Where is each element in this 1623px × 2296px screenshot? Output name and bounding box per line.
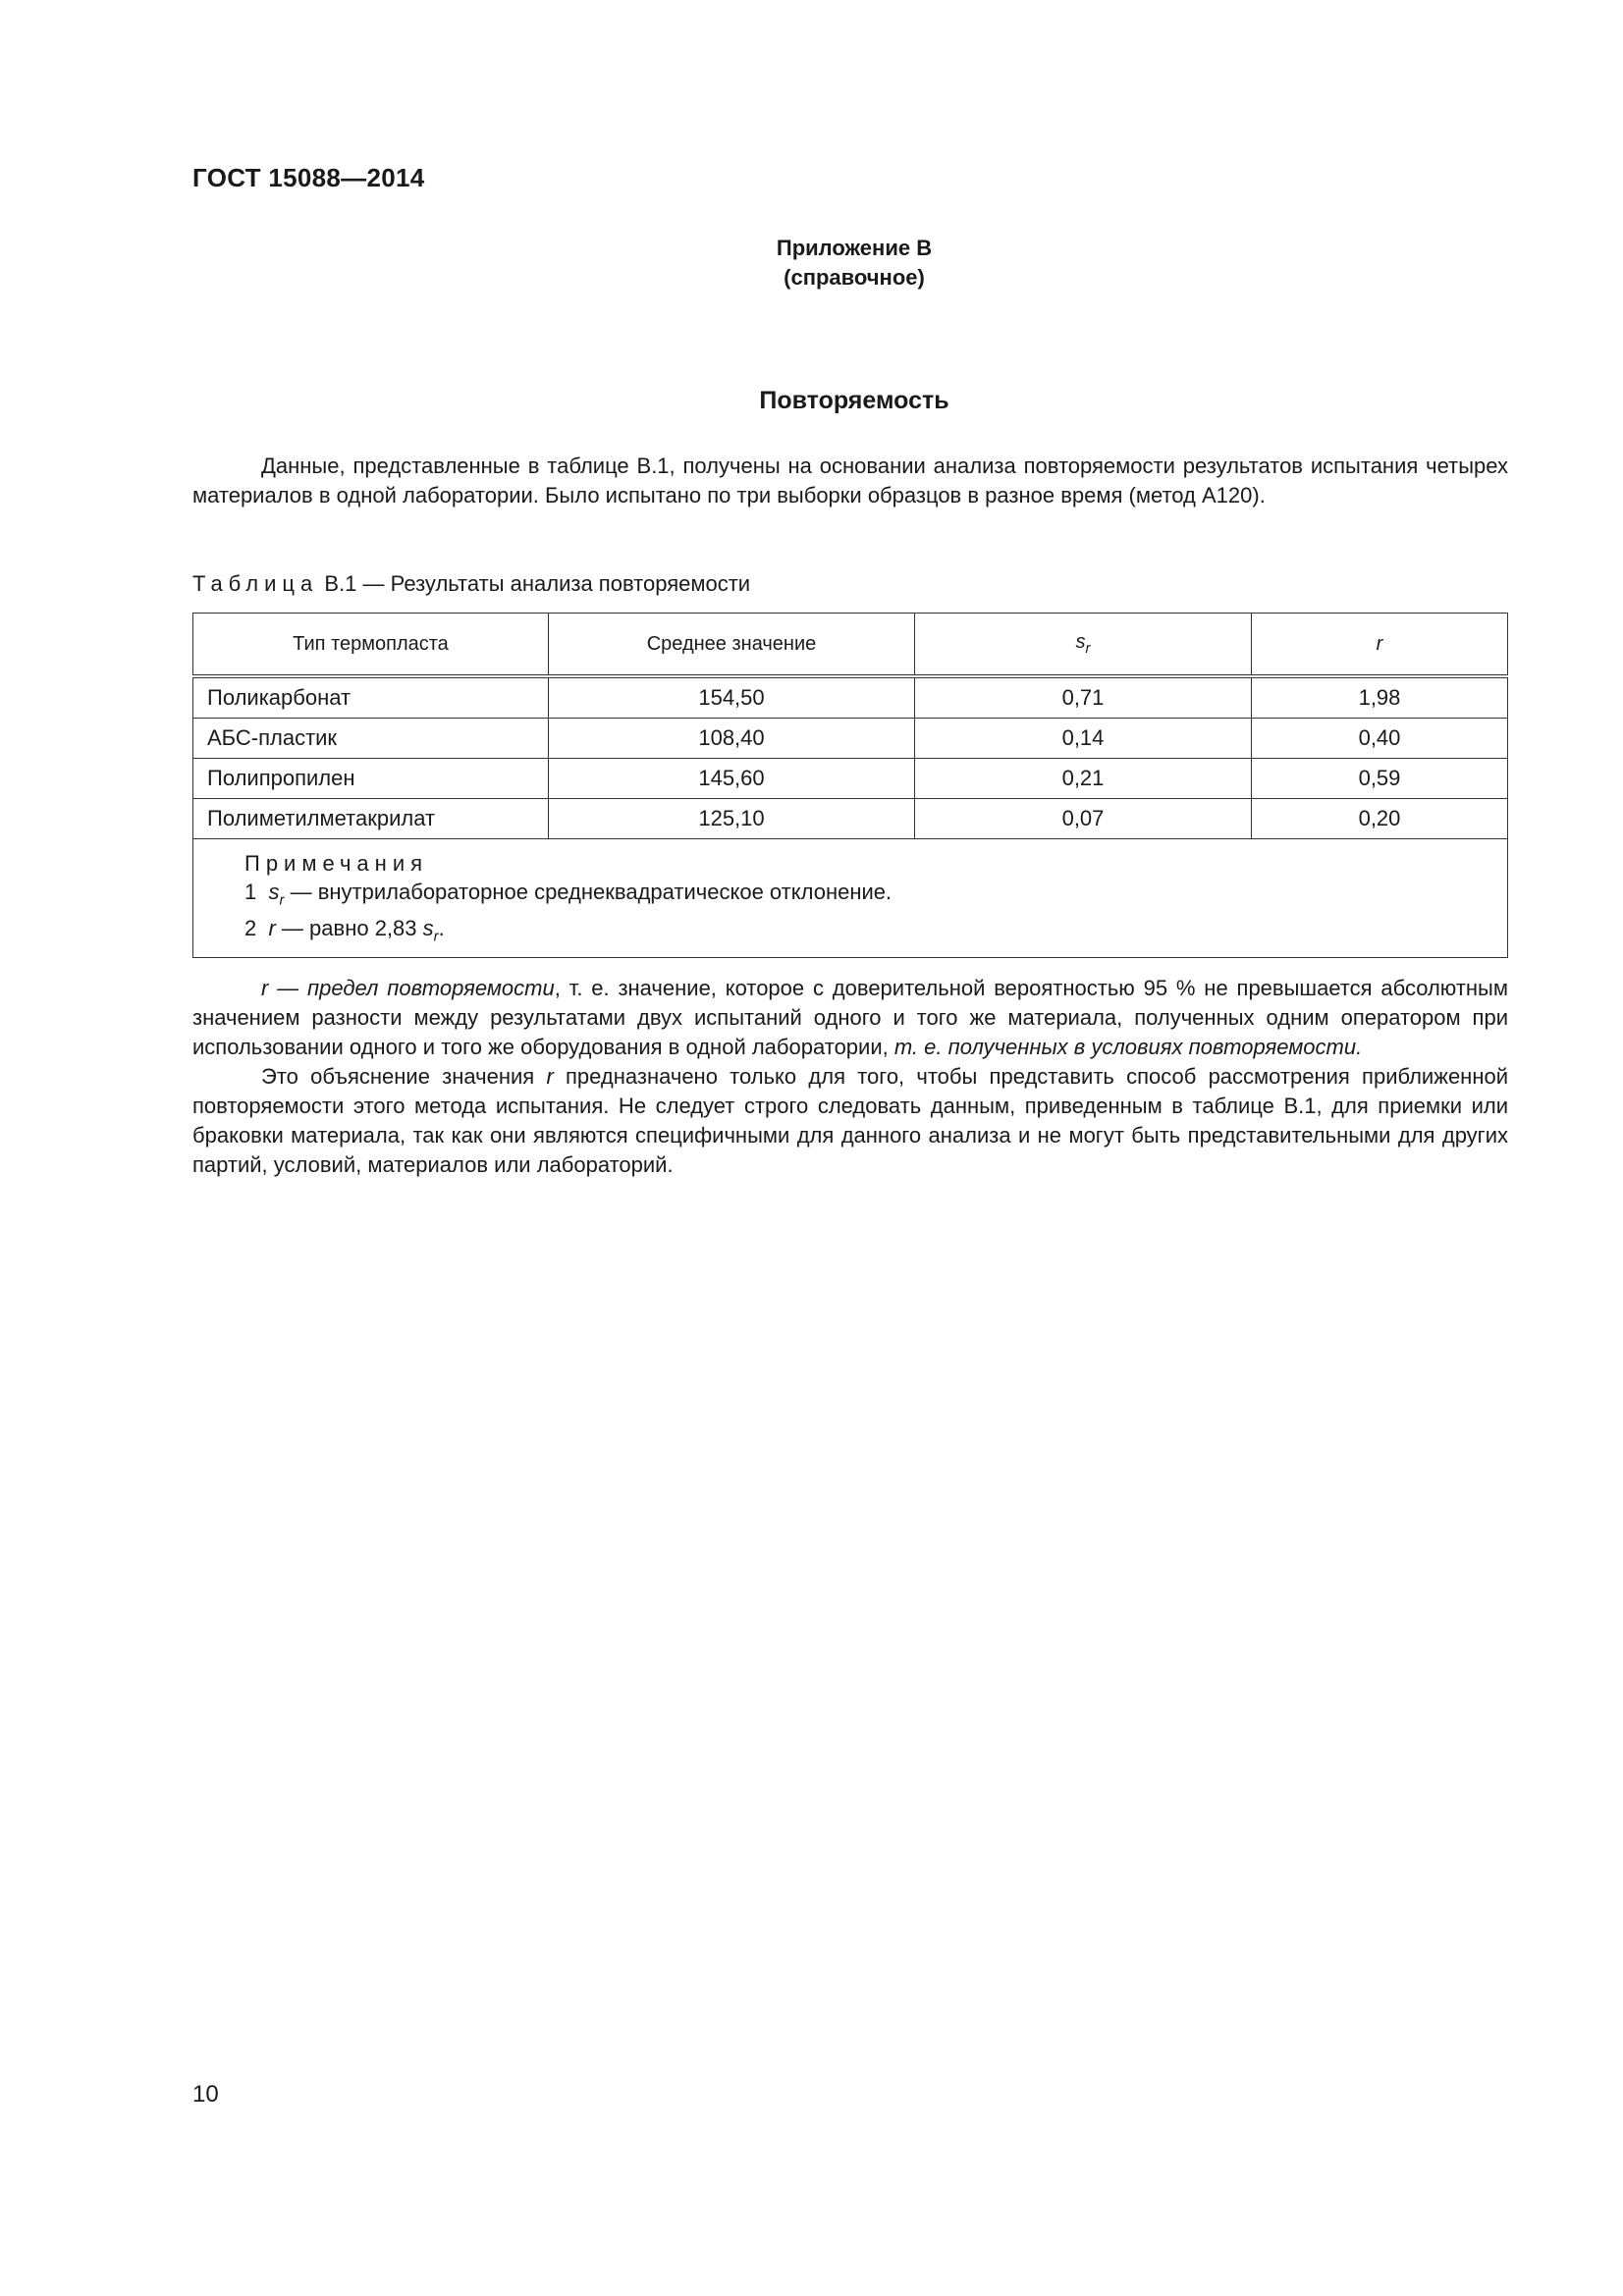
header-mean: Среднее значение — [549, 614, 915, 677]
header-type: Тип термопласта — [193, 614, 549, 677]
cell-sr: 0,14 — [915, 719, 1252, 759]
table-header-row — [193, 614, 1508, 677]
explanation-paragraph-2: Это объяснение значения r предназначено только для того, чтобы представить способ рассмотрения приближенной повторяемости этого метода испытания. Не следует строго следовать данным, приведенным в таблице В.1, для приемки или браковки материала, так как они являются специфичными для данного анализа и не могут быть представительными для других партий, условий, материалов или лабораторий. — [192, 1064, 1508, 1177]
repeatability-table — [192, 613, 1508, 958]
cell-name: Поликарбонат — [193, 676, 549, 719]
table-row — [193, 759, 1508, 799]
cell-name: Полипропилен — [193, 759, 549, 799]
document-code: ГОСТ 15088—2014 — [192, 163, 425, 192]
note-2: 2 r — равно 2,83 $s_r$. — [244, 916, 445, 945]
appendix-title: Приложение В — [776, 236, 933, 260]
cell-r: 0,40 — [1252, 719, 1508, 759]
cell-mean: 108,40 — [549, 719, 915, 759]
header-r: r — [1252, 614, 1508, 677]
cell-mean: 145,60 — [549, 759, 915, 799]
header-sr: $s_r$ — [915, 614, 1252, 677]
table-caption-text: В.1 — Результаты анализа повторяемости — [324, 571, 751, 596]
cell-name: Полиметилметакрилат — [193, 799, 549, 839]
cell-r: 0,59 — [1252, 759, 1508, 799]
table-notes — [193, 839, 1508, 958]
appendix-subtitle: (справочное) — [784, 265, 925, 290]
table-row — [193, 799, 1508, 839]
explanation-block — [192, 974, 1508, 1180]
cell-sr: 0,21 — [915, 759, 1252, 799]
cell-r: 1,98 — [1252, 676, 1508, 719]
intro-text: Данные, представленные в таблице В.1, получены на основании анализа повторяемости результатов испытания четырех материалов в одной лаборатории. Было испытано по три выборки образцов в разное время (метод А120). — [192, 454, 1508, 507]
cell-mean: 125,10 — [549, 799, 915, 839]
table-caption — [192, 571, 750, 597]
table-caption-label: Таблица — [192, 571, 319, 596]
note-1: 1 $s_r$ — внутрилабораторное среднеквадратическое отклонение. — [244, 880, 893, 909]
section-title: Повторяемость — [759, 387, 949, 414]
cell-r: 0,20 — [1252, 799, 1508, 839]
intro-paragraph — [192, 452, 1508, 510]
cell-name: АБС-пластик — [193, 719, 549, 759]
explanation-paragraph-1: r — предел повторяемости, т. е. значение, которое с доверительной вероятностью 95 % не превышается абсолютным значением разности между результатами двух испытаний одного и того же материала, полученных одним оператором при использовании одного и того же оборудования в одной лаборатории, т. е. полученных в условиях повторяемости. — [192, 976, 1508, 1059]
page-number: 10 — [192, 2081, 219, 2108]
notes-title: Примечания — [244, 851, 429, 876]
cell-sr: 0,07 — [915, 799, 1252, 839]
table-row — [193, 676, 1508, 719]
table-notes-row — [193, 839, 1508, 958]
table-row — [193, 719, 1508, 759]
term-r-definition: r — предел повторяемости — [261, 976, 555, 1000]
appendix-heading — [0, 234, 1623, 293]
cell-mean: 154,50 — [549, 676, 915, 719]
cell-sr: 0,71 — [915, 676, 1252, 719]
